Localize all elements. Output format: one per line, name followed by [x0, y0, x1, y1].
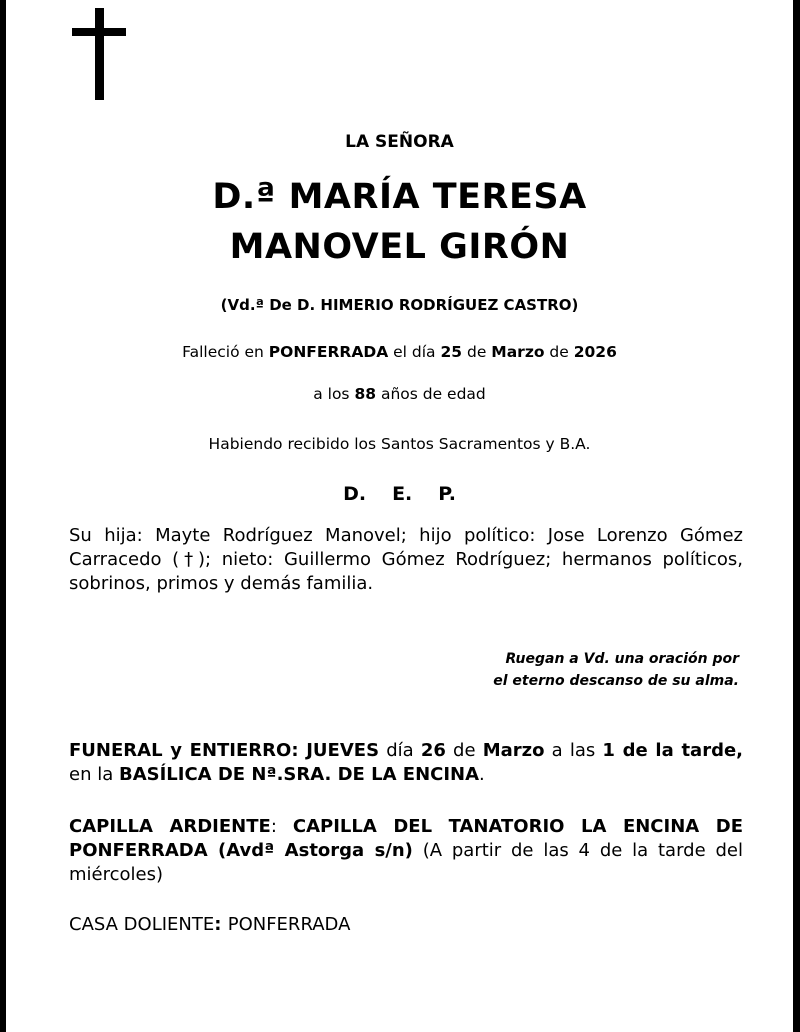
chapel-note: (A partir de las 4 de la tarde del miércoles): [69, 840, 743, 885]
funeral-day: 26: [420, 740, 446, 761]
chapel-label: CAPILLA ARDIENTE: [69, 816, 271, 837]
death-day: 25: [440, 343, 463, 361]
dep-letter: E.: [392, 483, 413, 505]
home-value: PONFERRADA: [227, 914, 351, 935]
deceased-name-line1: D.ª MARÍA TERESA: [212, 177, 587, 217]
death-text-1: el día: [388, 343, 441, 361]
death-year: 2026: [573, 343, 617, 361]
deceased-name-line2: MANOVEL GIRÓN: [229, 227, 570, 267]
death-text-3: de: [544, 343, 574, 361]
dep-initials: [6, 483, 793, 505]
funeral-paragraph: [69, 739, 743, 787]
dep-letter: D.: [343, 483, 367, 505]
home-label: CASA DOLIENTE: [69, 914, 215, 935]
age-suffix: años de edad: [376, 385, 486, 403]
age-line: [6, 385, 793, 403]
death-info-line: [6, 343, 793, 361]
death-place: PONFERRADA: [268, 343, 389, 361]
funeral-text-3: a las: [544, 740, 603, 761]
prayer-line2: el eterno descanso de su alma.: [493, 673, 739, 689]
prayer-line1: Ruegan a Vd. una oración por: [505, 651, 739, 667]
chapel-paragraph: [69, 815, 743, 887]
obituary-page: [6, 0, 793, 1032]
age-prefix: a los: [313, 385, 355, 403]
chapel-colon: :: [270, 816, 293, 837]
funeral-text-5: .: [479, 764, 485, 785]
age-years: 88: [354, 385, 377, 403]
funeral-time: 1 de la tarde,: [602, 740, 744, 761]
cross-icon: [72, 8, 126, 100]
funeral-label: FUNERAL y ENTIERRO: JUEVES: [69, 740, 380, 761]
dep-letter: P.: [438, 483, 456, 505]
intro-label: LA SEÑORA: [345, 132, 454, 152]
funeral-text-2: de: [445, 740, 483, 761]
family-paragraph: Su hija: Mayte Rodríguez Manovel; hijo político: Jose Lorenzo Gómez Carracedo (†); nieto: Guillermo Gómez Rodríguez; hermanos políticos, sobrinos, primos y demás familia.: [69, 525, 743, 594]
widow-of-line: (Vd.ª De D. HIMERIO RODRÍGUEZ CASTRO): [220, 296, 579, 314]
home-line: [69, 913, 743, 937]
sacraments-line: Habiendo recibido los Santos Sacramentos y B.A.: [208, 435, 591, 453]
home-colon: :: [214, 914, 228, 935]
funeral-month: Marzo: [482, 740, 545, 761]
death-text-2: de: [462, 343, 492, 361]
funeral-text-1: día: [379, 740, 421, 761]
funeral-place: BASÍLICA DE Nª.SRA. DE LA ENCINA: [118, 764, 480, 785]
funeral-text-4: en la: [69, 764, 119, 785]
death-month: Marzo: [491, 343, 545, 361]
chapel-place: CAPILLA DEL TANATORIO LA ENCINA DE PONFERRADA (Avdª Astorga s/n): [69, 816, 743, 861]
prayer-request: [493, 648, 739, 692]
death-prefix: Falleció en: [182, 343, 269, 361]
